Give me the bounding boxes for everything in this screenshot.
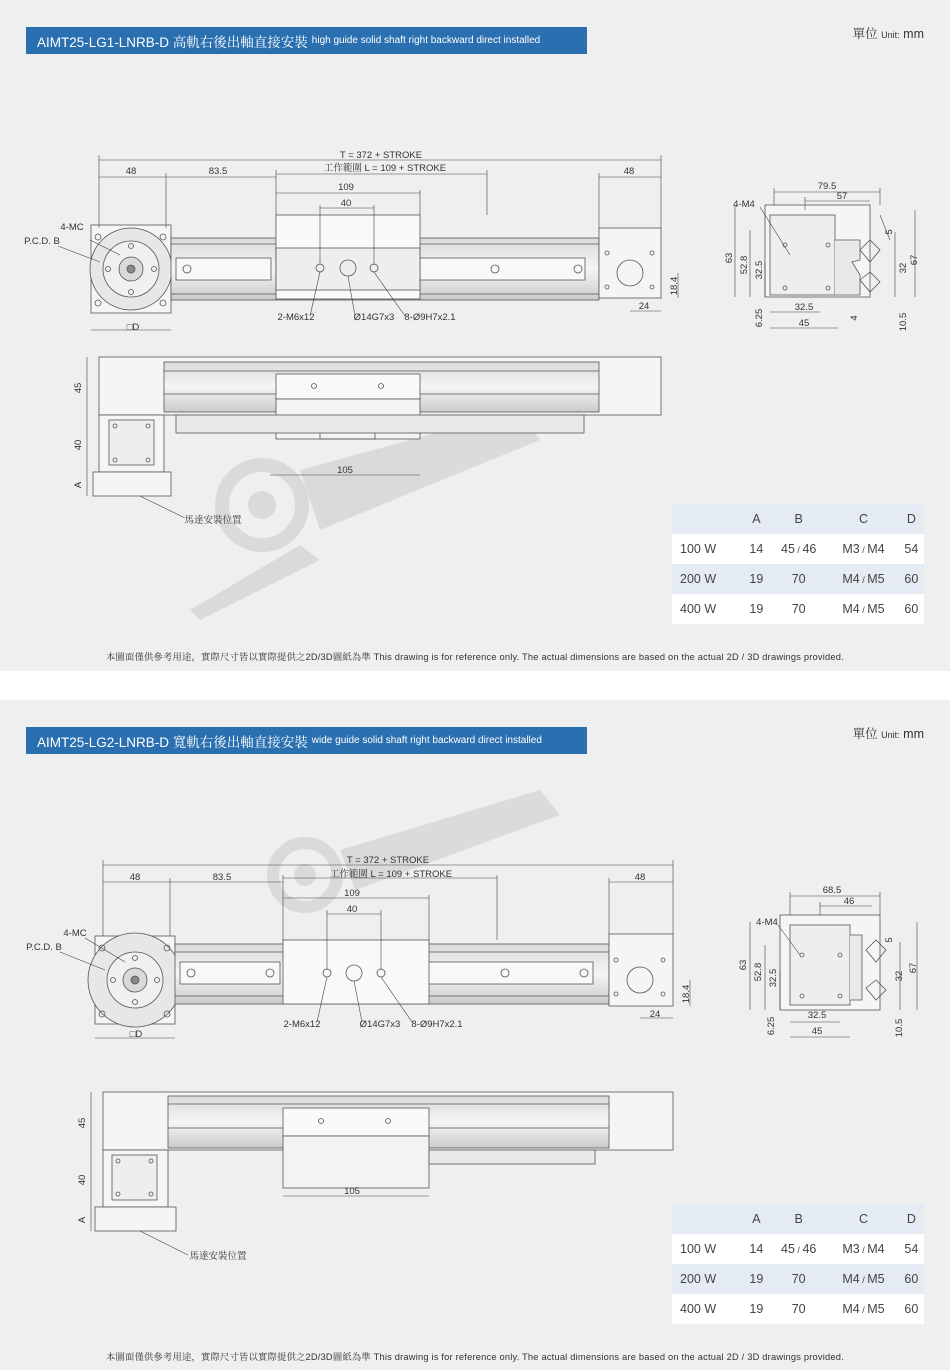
dim-24: 24 <box>649 1009 661 1020</box>
dim-32: 32 <box>894 970 905 982</box>
dim-5: 5 <box>884 229 895 235</box>
label-4m4: 4-M4 <box>756 917 778 928</box>
label-4mc: 4-MC <box>63 928 87 939</box>
table-row: 100 W 14 45 / 46 M3 / M4 54 <box>672 534 924 564</box>
dim-105: 105 <box>337 465 353 476</box>
watermark-logo <box>273 790 560 907</box>
section-subtitle: wide guide solid shaft right backward direct installed <box>311 735 542 746</box>
dim-63: 63 <box>738 959 749 971</box>
dim-work-range: 工作範圍 L = 109 + STROKE <box>329 869 453 880</box>
section-subtitle: high guide solid shaft right backward direct installed <box>311 35 541 46</box>
dim-18-4: 18.4 <box>681 984 692 1004</box>
dim-48-right: 48 <box>623 166 635 177</box>
dim-6-25: 6.25 <box>754 308 765 328</box>
label-box-d: □D <box>129 1029 143 1040</box>
table-row: 400 W 19 70 M4 / M5 60 <box>672 1294 924 1324</box>
side-width-2: 57 <box>836 191 848 202</box>
dim-5: 5 <box>884 937 895 943</box>
dim-105: 105 <box>344 1186 360 1197</box>
dim-83-5: 83.5 <box>208 166 228 177</box>
dim-a: A <box>77 1216 88 1224</box>
dim-total-length: T = 372 + STROKE <box>339 150 423 161</box>
side-bottom-1: 32.5 <box>794 302 814 313</box>
unit-label: 單位 Unit: mm <box>852 27 924 41</box>
label-m6: 2-M6x12 <box>283 1019 321 1030</box>
dim-18-4: 18.4 <box>669 276 680 296</box>
label-box-d: □D <box>126 322 140 333</box>
label-phi14: Ø14G7x3 <box>359 1019 401 1030</box>
label-phi9: 8-Ø9H7x2.1 <box>411 1019 463 1030</box>
dim-67: 67 <box>908 962 919 974</box>
label-phi14: Ø14G7x3 <box>353 312 395 323</box>
dim-40-vert: 40 <box>73 439 84 451</box>
label-motor-position: 馬達安裝位置 <box>184 515 242 526</box>
drawing-sheet-2 <box>0 700 950 1370</box>
dim-10-5: 10.5 <box>898 312 909 332</box>
dim-40: 40 <box>340 198 352 209</box>
table-row: 200 W 19 70 M4 / M5 60 <box>672 564 924 594</box>
spec-table <box>672 504 924 624</box>
dim-32: 32 <box>898 262 909 274</box>
section-title: AIMT25-LG2-LNRB-D 寬軌右後出軸直接安裝 <box>37 734 308 750</box>
label-pcd: P.C.D. B <box>26 942 62 953</box>
side-width-1: 79.5 <box>817 181 837 192</box>
dim-a: A <box>73 481 84 489</box>
dim-24: 24 <box>638 301 650 312</box>
disclaimer-note: 本圖面僅供參考用途，實際尺寸皆以實際提供之2D/3D圖紙為準 This drawing is for reference only. The actual dimensions are based on the actual 2D / 3D drawings provided. <box>106 652 844 662</box>
dim-40-vert: 40 <box>77 1174 88 1186</box>
side-width-1: 68.5 <box>822 885 842 896</box>
dim-48-left: 48 <box>129 872 141 883</box>
dim-48-right: 48 <box>634 872 646 883</box>
label-motor-position: 馬達安裝位置 <box>189 1251 247 1262</box>
side-bottom-2: 45 <box>798 318 810 329</box>
dim-32-5-vert: 32.5 <box>754 260 765 280</box>
table-header-row: A B C D <box>672 1204 924 1234</box>
label-4m4: 4-M4 <box>733 199 755 210</box>
side-bottom-2: 45 <box>811 1026 823 1037</box>
dim-4: 4 <box>849 315 860 321</box>
label-4mc: 4-MC <box>60 222 84 233</box>
dim-work-range: 工作範圍 L = 109 + STROKE <box>323 163 447 174</box>
label-pcd: P.C.D. B <box>24 236 60 247</box>
dim-52-8: 52.8 <box>739 255 750 275</box>
dim-109: 109 <box>344 888 360 899</box>
unit-label: 單位 Unit: mm <box>852 727 924 741</box>
table-row: 400 W 19 70 M4 / M5 60 <box>672 594 924 624</box>
dim-63: 63 <box>724 252 735 264</box>
drawing-sheet-1 <box>0 0 950 671</box>
table-row: 200 W 19 70 M4 / M5 60 <box>672 1264 924 1294</box>
dim-45: 45 <box>73 382 84 394</box>
table-row: 100 W 14 45 / 46 M3 / M4 54 <box>672 1234 924 1264</box>
dim-52-8: 52.8 <box>753 962 764 982</box>
watermark-logo <box>190 410 540 620</box>
dim-83-5: 83.5 <box>212 872 232 883</box>
dim-45: 45 <box>77 1117 88 1129</box>
dim-10-5: 10.5 <box>894 1018 905 1038</box>
label-phi9: 8-Ø9H7x2.1 <box>404 312 456 323</box>
side-bottom-1: 32.5 <box>807 1010 827 1021</box>
spec-table <box>672 1204 924 1324</box>
dim-total-length: T = 372 + STROKE <box>346 855 430 866</box>
dim-40: 40 <box>346 904 358 915</box>
section-title: AIMT25-LG1-LNRB-D 高軌右後出軸直接安裝 <box>37 34 308 50</box>
dim-32-5-vert: 32.5 <box>768 968 779 988</box>
disclaimer-note: 本圖面僅供參考用途，實際尺寸皆以實際提供之2D/3D圖紙為準 This drawing is for reference only. The actual dimensions are based on the actual 2D / 3D drawings provided. <box>106 1352 844 1362</box>
dim-6-25: 6.25 <box>766 1016 777 1036</box>
dim-67: 67 <box>909 254 920 266</box>
side-width-2: 46 <box>843 896 855 907</box>
label-m6: 2-M6x12 <box>277 312 315 323</box>
table-header-row: A B C D <box>672 504 924 534</box>
dim-48-left: 48 <box>125 166 137 177</box>
dim-109: 109 <box>338 182 354 193</box>
